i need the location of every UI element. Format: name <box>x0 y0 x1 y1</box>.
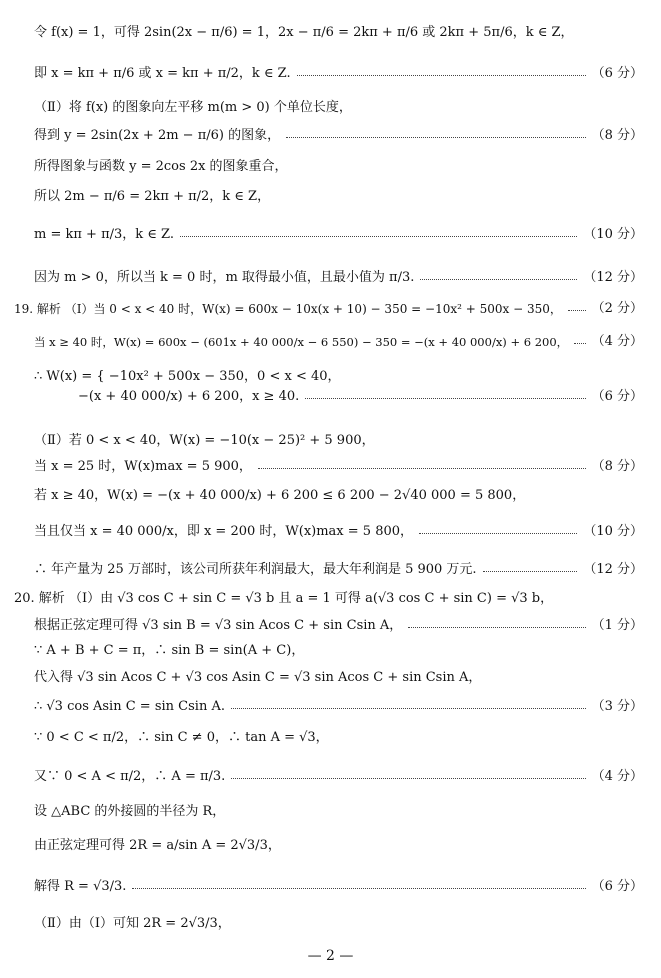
document-line <box>0 125 661 147</box>
line-text: 当且仅当 x = 40 000/x，即 x = 200 时，W(x)max = 5 800， <box>34 524 414 539</box>
document-line <box>0 521 661 543</box>
document-line <box>0 766 661 788</box>
leader-dots <box>297 75 586 76</box>
line-text: 得到 y = 2sin(2x + 2m − π/6) 的图象， <box>34 128 281 143</box>
leader-dots <box>231 778 586 779</box>
score-label: （6 分） <box>591 389 643 404</box>
leader-dots <box>258 468 586 469</box>
document-line <box>0 366 661 388</box>
leader-dots <box>286 137 586 138</box>
document-line <box>0 667 661 689</box>
line-text: ∴ √3 cos Asin C = sin Csin A. <box>34 699 225 714</box>
document-line <box>0 456 661 478</box>
line-text: m = kπ + π/3，k ∈ Z. <box>34 227 174 242</box>
line-text: ∵ A + B + C = π，∴ sin B = sin(A + C)， <box>34 643 305 658</box>
document-line <box>0 156 661 178</box>
line-text: 由正弦定理可得 2R = a/sin A = 2√3/3， <box>34 838 281 853</box>
line-text: ∵ 0 < C < π/2，∴ sin C ≠ 0，∴ tan A = √3， <box>34 730 329 745</box>
line-text: 根据正弦定理可得 √3 sin B = √3 sin Acos C + sin Csin A， <box>34 618 403 633</box>
leader-dots <box>419 533 577 534</box>
document-line <box>0 835 661 857</box>
document-line <box>0 386 661 408</box>
score-label: （6 分） <box>591 879 643 894</box>
line-text: 所以 2m − π/6 = 2kπ + π/2，k ∈ Z， <box>34 189 271 204</box>
score-label: （6 分） <box>591 66 643 81</box>
document-line <box>0 267 661 289</box>
document-line <box>0 22 661 44</box>
document-line <box>0 588 661 610</box>
line-text: （Ⅱ）由（Ⅰ）可知 2R = 2√3/3， <box>34 916 231 931</box>
leader-dots <box>420 279 577 280</box>
score-label: （8 分） <box>591 128 643 143</box>
line-text: −(x + 40 000/x) + 6 200，x ≥ 40. <box>78 389 300 404</box>
document-line <box>0 97 661 119</box>
line-text: ∴ W(x) = { −10x² + 500x − 350，0 < x < 40， <box>34 369 341 384</box>
score-label: （10 分） <box>583 227 643 242</box>
score-label: （4 分） <box>591 334 643 349</box>
leader-dots <box>483 571 577 572</box>
line-text: 当 x ≥ 40 时，W(x) = 600x − (601x + 40 000/x − 6 550) − 350 = −(x + 40 000/x) + 6 200， <box>34 335 569 349</box>
line-text: 所得图象与函数 y = 2cos 2x 的图象重合， <box>34 159 288 174</box>
leader-dots <box>408 627 586 628</box>
leader-dots <box>305 398 586 399</box>
line-text: 若 x ≥ 40，W(x) = −(x + 40 000/x) + 6 200 ≤ 6 200 − 2√40 000 = 5 800， <box>34 488 526 503</box>
document-line <box>0 430 661 452</box>
document-line <box>0 63 661 85</box>
leader-dots <box>132 888 586 889</box>
leader-dots <box>231 708 586 709</box>
score-label: （1 分） <box>591 618 643 633</box>
line-text: ∴ 年产量为 25 万部时，该公司所获年利润最大，最大年利润是 5 900 万元. <box>34 562 477 577</box>
document-line <box>0 224 661 246</box>
score-label: （12 分） <box>583 270 643 285</box>
score-label: （8 分） <box>591 459 643 474</box>
line-text: （Ⅱ）将 f(x) 的图象向左平移 m(m > 0) 个单位长度， <box>34 100 352 115</box>
line-text: 即 x = kπ + π/6 或 x = kπ + π/2，k ∈ Z. <box>34 66 291 81</box>
line-text: 又∵ 0 < A < π/2，∴ A = π/3. <box>34 769 226 784</box>
leader-dots <box>574 343 586 344</box>
document-line <box>0 696 661 718</box>
document-line <box>0 485 661 507</box>
line-text: 20. 解析 （Ⅰ）由 √3 cos C + sin C = √3 b 且 a = 1 可得 a(√3 cos C + sin C) = √3 b， <box>14 591 554 606</box>
document-line <box>0 913 661 935</box>
score-label: （3 分） <box>591 699 643 714</box>
line-text: 当 x = 25 时，W(x)max = 5 900， <box>34 459 252 474</box>
score-label: （2 分） <box>591 301 643 316</box>
line-text: 解得 R = √3/3. <box>34 879 127 894</box>
page-number: — 2 — <box>307 948 354 964</box>
leader-dots <box>568 310 586 311</box>
document-line <box>0 727 661 749</box>
document-line <box>0 298 661 320</box>
document-line <box>0 801 661 823</box>
document-line <box>0 876 661 898</box>
document-line <box>0 640 661 662</box>
line-text: （Ⅱ）若 0 < x < 40，W(x) = −10(x − 25)² + 5 900， <box>34 433 375 448</box>
line-text: 代入得 √3 sin Acos C + √3 cos Asin C = √3 sin Acos C + sin Csin A， <box>34 670 482 685</box>
score-label: （12 分） <box>583 562 643 577</box>
score-label: （4 分） <box>591 769 643 784</box>
score-label: （10 分） <box>583 524 643 539</box>
line-text: 令 f(x) = 1，可得 2sin(2x − π/6) = 1，2x − π/6 = 2kπ + π/6 或 2kπ + 5π/6，k ∈ Z， <box>34 25 574 40</box>
document-line <box>0 186 661 208</box>
document-line <box>0 331 661 353</box>
leader-dots <box>180 236 577 237</box>
document-line <box>0 559 661 581</box>
line-text: 设 △ABC 的外接圆的半径为 R， <box>34 804 226 819</box>
line-text: 19. 解析 （Ⅰ）当 0 < x < 40 时，W(x) = 600x − 10x(x + 10) − 350 = −10x² + 500x − 350， <box>14 302 562 316</box>
document-line <box>0 615 661 637</box>
line-text: 因为 m > 0，所以当 k = 0 时，m 取得最小值，且最小值为 π/3. <box>34 270 415 285</box>
